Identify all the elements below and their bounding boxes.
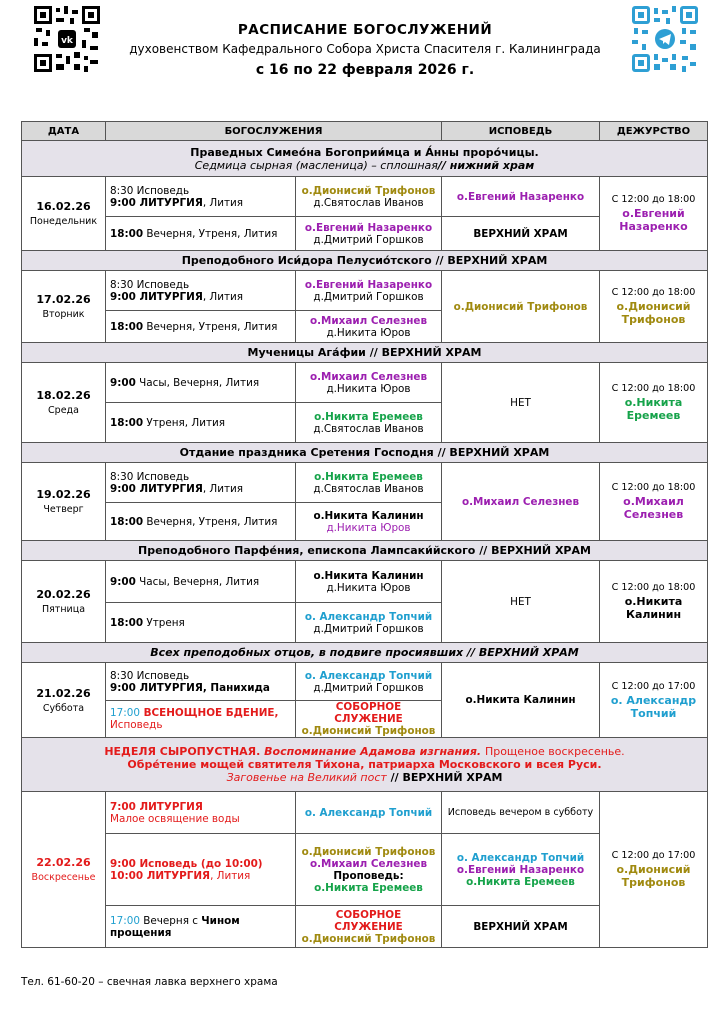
date-cell (22, 271, 106, 343)
clergy-cell (296, 701, 442, 738)
feast-row: Отдание праздника Сретения Господня // ВЕРХНИЙ ХРАМ (22, 443, 708, 463)
preacher: о.Никита Еремеев (314, 881, 423, 894)
duty-cell (600, 561, 708, 643)
date: 18.02.26 (36, 389, 91, 402)
service-line: Чином (201, 914, 240, 927)
feast-temple: // нижний храм (437, 158, 535, 172)
priest: о.Евгений Назаренко (304, 278, 433, 291)
deacon: д.Дмитрий Горшков (313, 681, 424, 694)
service-time: 9:00 ЛИТУРГИЯ (110, 482, 203, 495)
service-time: 17:00 (110, 707, 140, 719)
weekday: Четверг (43, 504, 84, 515)
duty-cell (600, 363, 708, 443)
footer-phone: Тел. 61-60-20 – свечная лавка верхнего храма (21, 976, 278, 988)
service-time: 9:00 ЛИТУРГИЯ (110, 196, 203, 209)
weekday: Пятница (41, 604, 86, 615)
deacon: д.Дмитрий Горшков (313, 233, 424, 246)
weekday: Воскресенье (31, 872, 96, 883)
deacon: д.Дмитрий Горшков (313, 622, 424, 635)
clergy-cell (296, 311, 442, 343)
clergy-cell (296, 271, 442, 311)
service-time: 9:00 (110, 376, 136, 389)
col-header-duty: ДЕЖУРСТВО (600, 122, 708, 141)
confessor: о.Евгений Назаренко (456, 863, 585, 876)
confessor: о.Никита Еремеев (466, 875, 575, 888)
confession-cell: НЕТ (442, 363, 600, 443)
service-line: 9:00 Исповедь (до 10:00) (110, 857, 263, 870)
service-time: 18:00 (110, 616, 144, 629)
service-cell (106, 603, 296, 643)
col-header-date: ДАТА (22, 122, 106, 141)
feast-row (22, 738, 708, 792)
service-line: 8:30 Исповедь (110, 470, 190, 483)
confessor: о. Александр Топчий (456, 851, 585, 864)
service-time: 9:00 ЛИТУРГИЯ (110, 290, 203, 303)
service-cell (106, 503, 296, 541)
date-cell (22, 177, 106, 251)
service-line: Малое освящение воды (110, 812, 240, 825)
duty-priest: о.Дионисий Трифонов (616, 300, 691, 326)
duty-time: С 12:00 до 17:00 (611, 850, 696, 861)
service-time: 18:00 (110, 227, 144, 240)
clergy-cell (296, 217, 442, 251)
confession-cell (442, 177, 600, 217)
confession-cell: НЕТ (442, 561, 600, 643)
page-subtitle: духовенством Кафедрального Собора Христа Спасителя г. Калининграда (129, 42, 601, 56)
date: 16.02.26 (36, 200, 91, 213)
weekday: Понедельник (29, 216, 98, 227)
duty-cell (600, 663, 708, 738)
clergy-cell (296, 561, 442, 603)
priest: о. Александр Топчий (304, 669, 433, 682)
service-cell (106, 311, 296, 343)
service-time: 18:00 (110, 515, 144, 528)
deacon: д.Святослав Иванов (313, 422, 424, 435)
date: 17.02.26 (36, 293, 91, 306)
service-cell (106, 403, 296, 443)
date-cell (22, 792, 106, 948)
clergy-cell (296, 603, 442, 643)
service-line: Часы, Вечерня, Лития (135, 575, 260, 588)
confession-cell (442, 463, 600, 541)
clergy-cell (296, 503, 442, 541)
qr-code-telegram-icon (632, 6, 698, 72)
priest: о.Дионисий Трифонов (301, 932, 436, 945)
service-time: 9:00 (110, 575, 136, 588)
priest: о.Михаил Селезнев (309, 370, 428, 383)
service-time: 18:00 (110, 416, 144, 429)
service-line: Вечерня, Утреня, Лития (143, 320, 278, 333)
joint-service: СОБОРНОЕ СЛУЖЕНИЕ (334, 701, 403, 725)
feast-note: Заговенье на Великий пост (226, 771, 387, 784)
service-cell (106, 177, 296, 217)
date-cell (22, 363, 106, 443)
service-line: 9:00 ЛИТУРГИЯ, Панихида (110, 681, 270, 694)
feast-row: Преподобного Иси́дора Пелусио́тского // ВЕРХНИЙ ХРАМ (22, 251, 708, 271)
service-line: 8:30 Исповедь (110, 278, 190, 291)
service-cell (106, 363, 296, 403)
duty-time: С 12:00 до 18:00 (611, 582, 696, 593)
service-line: Часы, Вечерня, Лития (135, 376, 260, 389)
clergy-cell (296, 177, 442, 217)
col-header-confession: ИСПОВЕДЬ (442, 122, 600, 141)
clergy-cell (296, 403, 442, 443)
feast-title: Праведных Симео́на Богоприи́мца и А́нны проро́чицы. (190, 145, 539, 159)
clergy-cell (296, 906, 442, 948)
qr-code-vk-icon (34, 6, 100, 72)
date: 22.02.26 (36, 856, 91, 869)
feast-row: Преподобного Парфе́ния, епископа Лампсаки́йского // ВЕРХНИЙ ХРАМ (22, 541, 708, 561)
service-line: 8:30 Исповедь (110, 669, 190, 682)
service-line: Утреня (143, 616, 185, 629)
feast-title: Прощеное воскресенье. (484, 745, 625, 758)
feast-note: Седмица сырная (масленица) – сплошная (194, 158, 438, 172)
date-cell (22, 561, 106, 643)
confession-cell: ВЕРХНИЙ ХРАМ (442, 217, 600, 251)
duty-cell (600, 792, 708, 948)
service-cell (106, 463, 296, 503)
page-title: РАСПИСАНИЕ БОГОСЛУЖЕНИЙ (237, 22, 493, 38)
duty-priest: о.Никита Калинин (624, 595, 683, 621)
deacon: д.Никита Юров (326, 326, 411, 339)
duty-time: С 12:00 до 18:00 (611, 194, 696, 205)
priest: о.Михаил Селезнев (309, 857, 428, 870)
service-cell (106, 701, 296, 738)
duty-priest: о.Никита Еремеев (624, 396, 683, 422)
service-line: , Лития (202, 482, 244, 495)
service-line: Утреня, Лития (143, 416, 226, 429)
service-line: ВСЕНОЩНОЕ БДЕНИЕ, (139, 707, 279, 719)
service-cell (106, 217, 296, 251)
weekday: Суббота (42, 702, 85, 714)
date-cell (22, 463, 106, 541)
confessor: о.Дионисий Трифонов (453, 300, 588, 313)
service-cell (106, 561, 296, 603)
date: 19.02.26 (36, 488, 91, 501)
duty-time: С 12:00 до 18:00 (611, 482, 696, 493)
weekday: Вторник (42, 309, 85, 320)
confessor: о.Михаил Селезнев (461, 495, 580, 508)
service-line: , Лития (202, 290, 244, 303)
duty-priest: о.Дионисий Трифонов (616, 863, 691, 889)
duty-priest: о. Александр Топчий (610, 693, 697, 720)
confessor: о.Евгений Назаренко (456, 190, 585, 203)
service-line: 8:30 Исповедь (110, 184, 190, 197)
svg-text:vk: vk (61, 36, 73, 46)
priest: о.Дионисий Трифонов (301, 845, 436, 858)
confession-cell: о.Никита Калинин (442, 663, 600, 738)
priest: о.Дионисий Трифонов (301, 725, 436, 737)
duty-priest: о.Евгений Назаренко (619, 207, 688, 233)
service-line: Исповедь (110, 719, 163, 731)
clergy-cell (296, 363, 442, 403)
service-line: Вечерня, Утреня, Лития (143, 227, 278, 240)
date: 20.02.26 (36, 588, 91, 601)
feast-title: Воспоминание Адамова изгнания. (264, 745, 482, 758)
clergy-cell (296, 663, 442, 701)
clergy-cell (296, 834, 442, 906)
deacon: д.Никита Юров (326, 521, 411, 534)
duty-priest: о.Михаил Селезнев (623, 495, 684, 521)
confession-cell: Исповедь вечером в субботу (442, 792, 600, 834)
service-line: , Лития (210, 869, 251, 882)
priest: о.Никита Калинин (313, 509, 424, 522)
service-time: 17:00 (110, 914, 140, 927)
clergy-cell (296, 463, 442, 503)
priest: о.Никита Калинин (313, 569, 424, 582)
priest: о.Евгений Назаренко (304, 221, 433, 234)
service-line: 7:00 ЛИТУРГИЯ (110, 800, 203, 813)
sermon-label: Проповедь: (333, 869, 404, 882)
service-cell (106, 663, 296, 701)
duty-cell (600, 463, 708, 541)
duty-time: С 12:00 до 17:00 (611, 680, 696, 692)
schedule-table (21, 121, 708, 948)
feast-temple: // ВЕРХНИЙ ХРАМ (390, 771, 503, 784)
priest: о.Дионисий Трифонов (301, 184, 436, 197)
date-cell (22, 663, 106, 738)
duty-time: С 12:00 до 18:00 (611, 383, 696, 394)
feast-row: Мученицы Ага́фии // ВЕРХНИЙ ХРАМ (22, 343, 708, 363)
service-line: Вечерня с (139, 914, 202, 927)
service-line: Вечерня, Утреня, Лития (143, 515, 278, 528)
service-time: 10:00 ЛИТУРГИЯ (110, 869, 211, 882)
priest: о. Александр Топчий (304, 610, 433, 623)
service-time: 18:00 (110, 320, 144, 333)
confession-cell: ВЕРХНИЙ ХРАМ (442, 906, 600, 948)
weekday: Среда (48, 405, 79, 416)
service-cell (106, 271, 296, 311)
date: 21.02.26 (36, 686, 91, 700)
duty-cell (600, 271, 708, 343)
deacon: д.Дмитрий Горшков (313, 290, 424, 303)
deacon: д.Никита Юров (326, 581, 411, 594)
confession-cell (442, 271, 600, 343)
feast-title: Обре́тение мощей святителя Ти́хона, патриарха Московского и всея Руси. (127, 758, 602, 771)
feast-row (22, 141, 708, 177)
service-cell (106, 834, 296, 906)
service-cell (106, 792, 296, 834)
clergy-cell (296, 792, 442, 834)
deacon: д.Святослав Иванов (313, 196, 424, 209)
priest: о. Александр Топчий (304, 806, 433, 819)
feast-row: Всех преподобных отцов, в подвиге просиявших // ВЕРХНИЙ ХРАМ (22, 643, 708, 663)
service-cell (106, 906, 296, 948)
confession-cell (442, 834, 600, 906)
duty-cell (600, 177, 708, 251)
feast-title: НЕДЕЛЯ СЫРОПУСТНАЯ. (104, 745, 261, 758)
joint-service: СОБОРНОЕ СЛУЖЕНИЕ (334, 908, 403, 933)
priest: о.Никита Еремеев (314, 410, 423, 423)
deacon: д.Никита Юров (326, 382, 411, 395)
service-line: , Лития (202, 196, 244, 209)
date-range: с 16 по 22 февраля 2026 г. (255, 62, 475, 78)
deacon: д.Святослав Иванов (313, 482, 424, 495)
priest: о.Никита Еремеев (314, 470, 423, 483)
service-line: прощения (110, 926, 172, 939)
duty-time: С 12:00 до 18:00 (611, 287, 696, 298)
priest: о.Михаил Селезнев (309, 314, 428, 327)
col-header-services: БОГОСЛУЖЕНИЯ (106, 122, 442, 141)
